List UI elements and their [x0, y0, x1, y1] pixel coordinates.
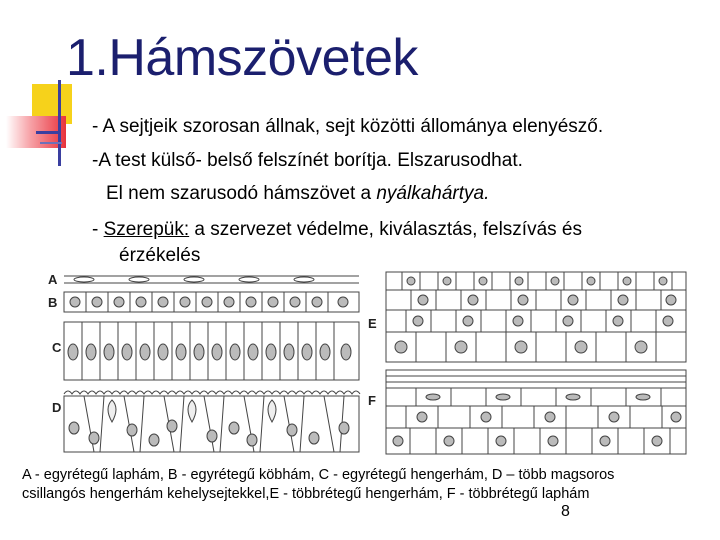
- functions-text: a szervezet védelme, kiválasztás, felszívás és: [189, 219, 582, 240]
- bullet-mucous-text: El nem szarusodó hámszövet a: [106, 183, 377, 204]
- epithelium-figure-left: [44, 270, 362, 458]
- panel-label-c: C: [52, 340, 62, 355]
- epithelium-figure-right: [366, 270, 688, 458]
- bullet-dash: -: [92, 219, 104, 240]
- panel-d-pseudostratified: [64, 391, 360, 452]
- bullet-cells-tightly-packed: - A sejtjeik szorosan állnak, sejt közötti állománya elenyésző.: [92, 116, 604, 137]
- panel-label-e: E: [368, 316, 377, 331]
- slide-title: 1.Hámszövetek: [66, 29, 418, 87]
- panel-label-b: B: [48, 295, 58, 310]
- bullet-functions: [92, 218, 582, 242]
- panel-a-squamous: [64, 276, 359, 283]
- page-number: 8: [561, 503, 570, 520]
- blue-vertical-line: [58, 80, 61, 166]
- panel-f-stratified-squamous: [386, 370, 686, 454]
- panel-c-columnar: [64, 322, 359, 380]
- bullet-mucous-membrane: [106, 182, 489, 206]
- panel-b-cuboidal: [64, 292, 359, 312]
- caption-line-2: csillangós hengerhám kehelysejtekkel,E - többrétegű hengerhám, F - többrétegű laphám: [22, 486, 590, 502]
- bullet-covers-surfaces: -A test külső- belső felszínét borítja. Elszarusodhat.: [92, 150, 523, 171]
- panel-label-f: F: [368, 393, 376, 408]
- functions-label: Szerepük:: [103, 219, 190, 240]
- figure-caption: [22, 466, 702, 504]
- caption-line-1: A - egyrétegű laphám, B - egyrétegű köbhám, C - egyrétegű hengerhám, D – több magsoros: [22, 467, 615, 483]
- mucous-membrane-term: nyálkahártya.: [376, 183, 490, 204]
- blue-horizontal-line-lower: [40, 142, 62, 144]
- bullet-functions-continuation: érzékelés: [119, 245, 201, 266]
- panel-label-d: D: [52, 400, 62, 415]
- blue-horizontal-line: [36, 131, 60, 134]
- panel-label-a: A: [48, 272, 58, 287]
- panel-e-stratified-columnar: [386, 272, 686, 362]
